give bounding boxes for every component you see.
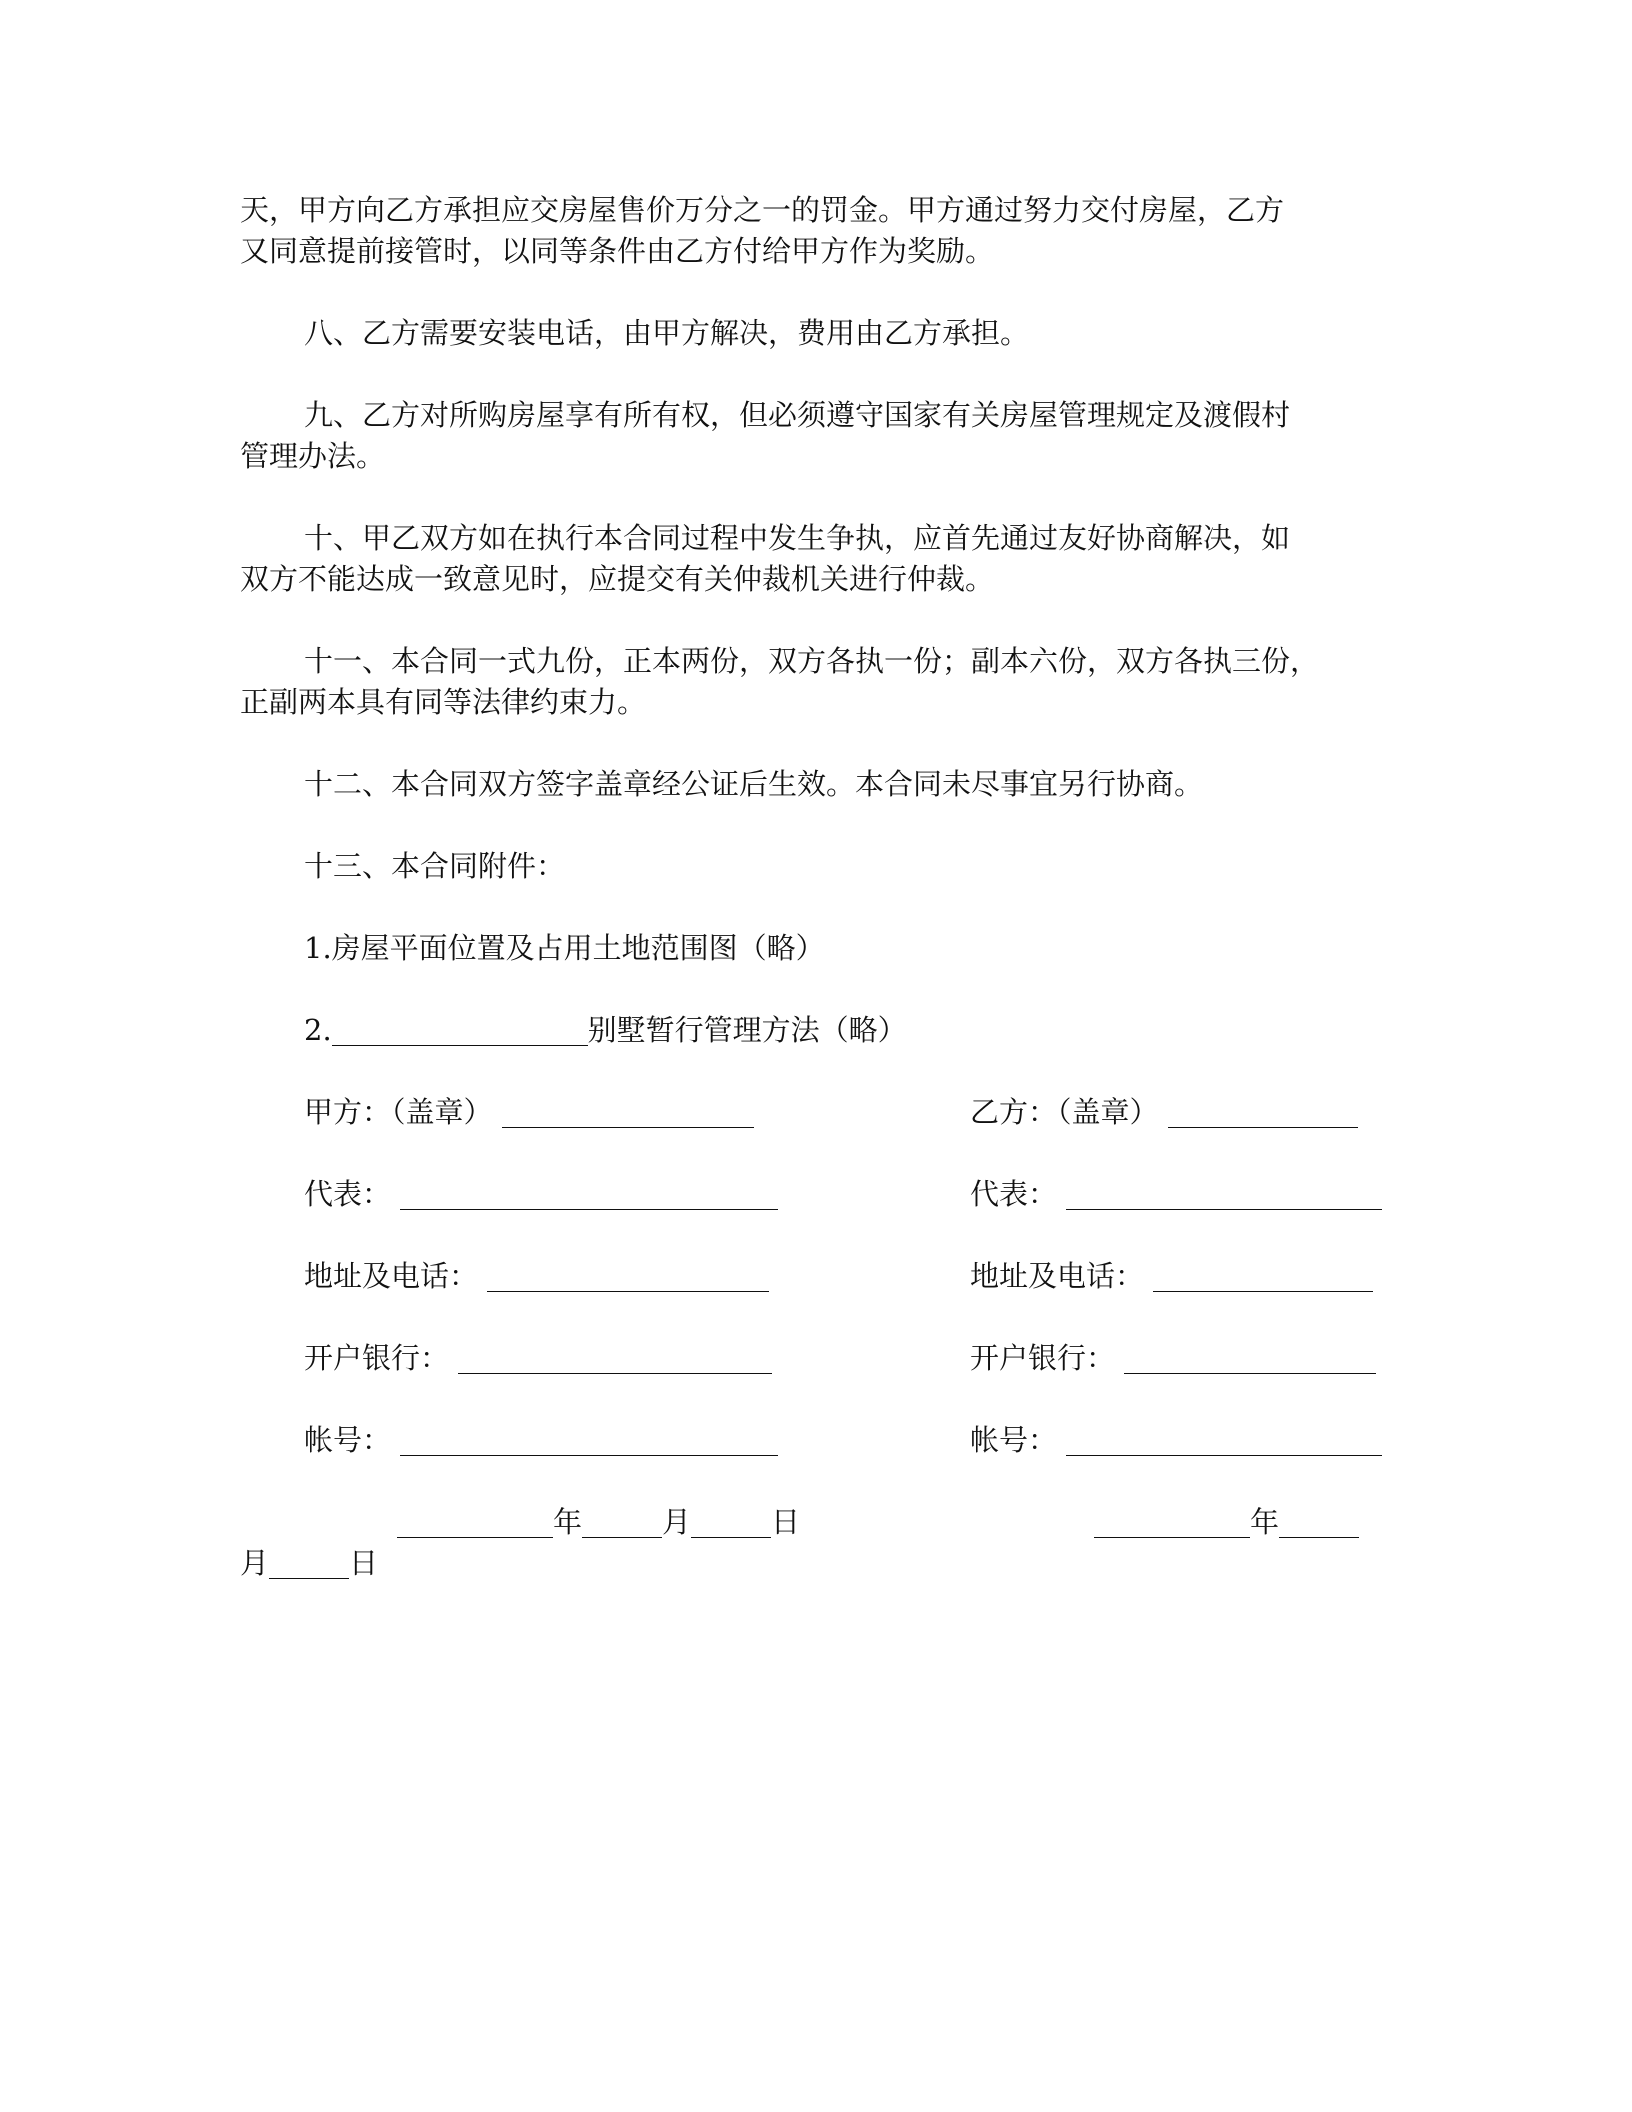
paragraph-line: 十二、本合同双方签字盖章经公证后生效。本合同未尽事宜另行协商。 bbox=[304, 767, 1204, 801]
paragraph-line: 1.房屋平面位置及占用土地范围图（略） bbox=[304, 931, 825, 965]
paragraph-line: 九、乙方对所购房屋享有所有权，但必须遵守国家有关房屋管理规定及渡假村 bbox=[304, 398, 1291, 432]
paragraph-line: 十一、本合同一式九份，正本两份，双方各执一份；副本六份，双方各执三份， bbox=[304, 644, 1320, 678]
year-field[interactable] bbox=[1094, 1507, 1250, 1538]
attachment-2-prefix: 2. bbox=[304, 1013, 332, 1047]
signature-row-rep bbox=[240, 1174, 1382, 1215]
party-a-seal-label: 甲方：（盖章） bbox=[304, 1095, 493, 1129]
party-b-seal-label: 乙方：（盖章） bbox=[970, 1095, 1159, 1129]
day-field[interactable] bbox=[691, 1507, 771, 1538]
date-row-wrap bbox=[240, 1543, 1382, 1584]
day-label: 日 bbox=[771, 1505, 801, 1539]
party-a-rep-field[interactable] bbox=[400, 1179, 778, 1210]
month-field[interactable] bbox=[582, 1507, 662, 1538]
party-a-rep-label: 代表： bbox=[304, 1177, 392, 1211]
party-b-rep-field[interactable] bbox=[1066, 1179, 1382, 1210]
clause-11 bbox=[240, 641, 1382, 723]
party-b-address-field[interactable] bbox=[1153, 1261, 1373, 1292]
day-field[interactable] bbox=[269, 1548, 349, 1579]
blank-line[interactable] bbox=[332, 1015, 588, 1046]
year-field[interactable] bbox=[397, 1507, 553, 1538]
party-a-bank-label: 开户银行： bbox=[304, 1341, 450, 1375]
month-field[interactable] bbox=[1279, 1507, 1359, 1538]
paragraph-penalty bbox=[240, 190, 1382, 272]
clause-13 bbox=[304, 846, 565, 887]
signature-row-address bbox=[240, 1256, 1382, 1297]
year-label: 年 bbox=[1250, 1505, 1280, 1539]
paragraph-line: 十三、本合同附件： bbox=[304, 849, 566, 883]
clause-8 bbox=[304, 313, 1029, 354]
party-b-address-label: 地址及电话： bbox=[970, 1259, 1145, 1293]
paragraph-line: 双方不能达成一致意见时，应提交有关仲裁机关进行仲裁。 bbox=[240, 562, 995, 596]
paragraph-line: 天，甲方向乙方承担应交房屋售价万分之一的罚金。甲方通过努力交付房屋，乙方 bbox=[240, 193, 1285, 227]
attachment-2-suffix: 别墅暂行管理方法（略） bbox=[587, 1013, 907, 1047]
attachment-2 bbox=[304, 1010, 907, 1051]
attachment-1 bbox=[304, 928, 825, 969]
month-label: 月 bbox=[240, 1546, 270, 1580]
paragraph-line: 八、乙方需要安装电话，由甲方解决，费用由乙方承担。 bbox=[304, 316, 1030, 350]
clause-12 bbox=[304, 764, 1203, 805]
signature-row-account bbox=[240, 1420, 1382, 1461]
paragraph-line: 正副两本具有同等法律约束力。 bbox=[240, 685, 647, 719]
party-a-address-label: 地址及电话： bbox=[304, 1259, 479, 1293]
paragraph-line: 又同意提前接管时，以同等条件由乙方付给甲方作为奖励。 bbox=[240, 234, 995, 268]
party-b-rep-label: 代表： bbox=[970, 1177, 1058, 1211]
signature-row-bank bbox=[240, 1338, 1382, 1379]
clause-10 bbox=[240, 518, 1382, 600]
date-row bbox=[240, 1502, 1382, 1543]
signature-row-seal bbox=[240, 1092, 1382, 1133]
party-b-seal-field[interactable] bbox=[1168, 1097, 1358, 1128]
clause-9 bbox=[240, 395, 1382, 477]
party-a-address-field[interactable] bbox=[487, 1261, 769, 1292]
party-b-date-continued bbox=[240, 1543, 378, 1584]
year-label: 年 bbox=[553, 1505, 583, 1539]
party-a-account-field[interactable] bbox=[400, 1425, 778, 1456]
paragraph-line: 十、甲乙双方如在执行本合同过程中发生争执，应首先通过友好协商解决，如 bbox=[304, 521, 1291, 555]
party-b-date bbox=[1094, 1502, 1359, 1543]
month-label: 月 bbox=[662, 1505, 692, 1539]
party-b-account-field[interactable] bbox=[1066, 1425, 1382, 1456]
party-b-bank-label: 开户银行： bbox=[970, 1341, 1116, 1375]
party-a-bank-field[interactable] bbox=[458, 1343, 772, 1374]
party-a-account-label: 帐号： bbox=[304, 1423, 392, 1457]
party-b-account-label: 帐号： bbox=[970, 1423, 1058, 1457]
party-a-seal-field[interactable] bbox=[502, 1097, 754, 1128]
party-a-date bbox=[397, 1502, 800, 1543]
paragraph-line: 管理办法。 bbox=[240, 439, 386, 473]
day-label: 日 bbox=[349, 1546, 379, 1580]
party-b-bank-field[interactable] bbox=[1124, 1343, 1376, 1374]
